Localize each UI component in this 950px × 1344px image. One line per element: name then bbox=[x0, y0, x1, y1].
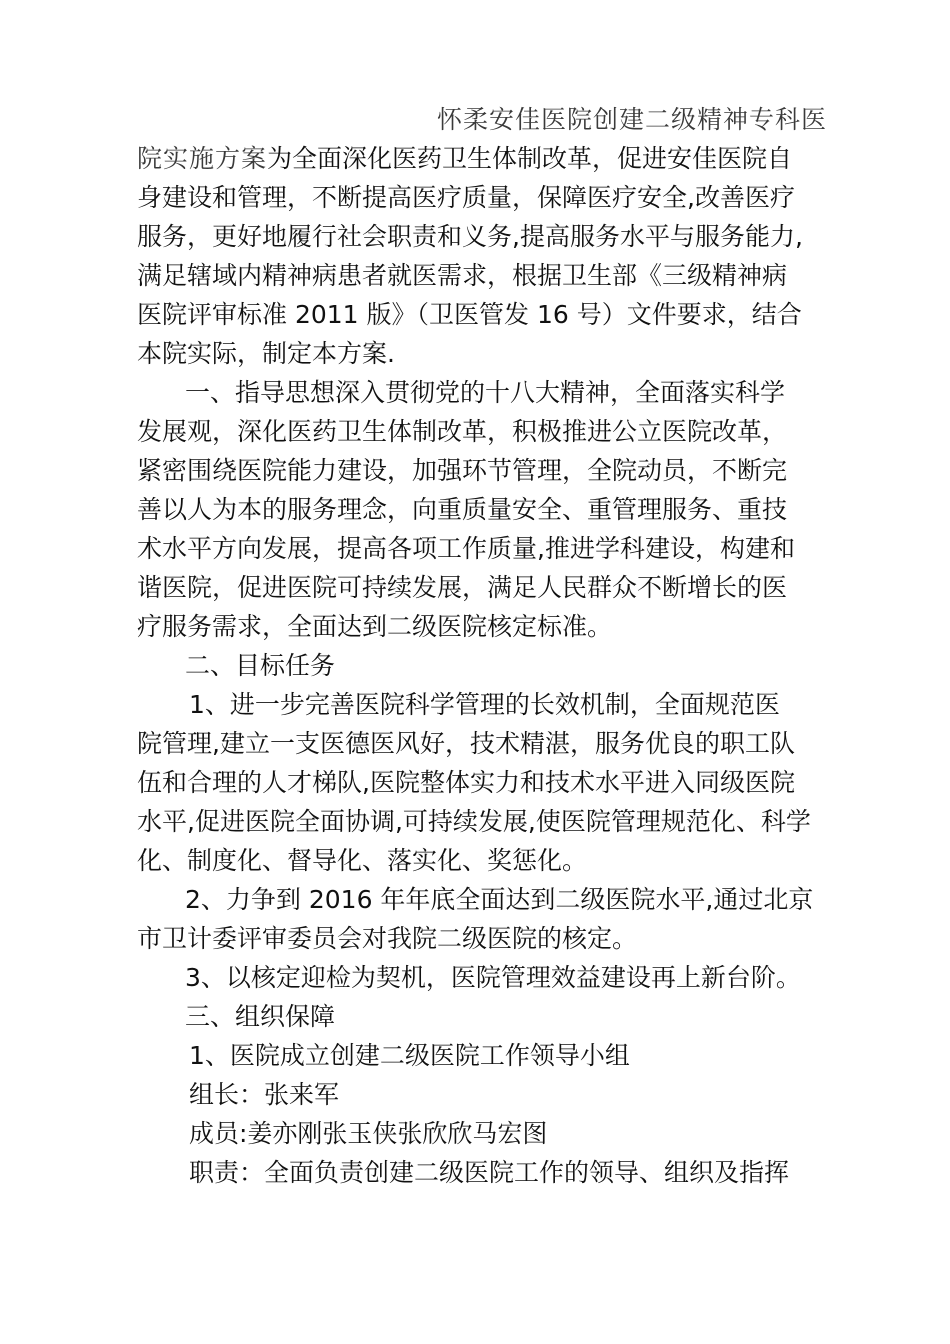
text-line: 院管理,建立一支医德医风好，技术精湛，服务优良的职工队 bbox=[137, 729, 795, 758]
document-title-part2: 院实施方案 bbox=[137, 144, 268, 173]
text-line: 疗服务需求，全面达到二级医院核定标准。 bbox=[137, 612, 613, 641]
text-line: 水平,促进医院全面协调,可持续发展,使医院管理规范化、科学 bbox=[137, 807, 811, 836]
item-3-line: 3、以核定迎检为契机，医院管理效益建设再上新台阶。 bbox=[185, 963, 801, 992]
text-line: 发展观，深化医药卫生体制改革，积极推进公立医院改革， bbox=[137, 417, 788, 446]
intro-text: 为全面深化医药卫生体制改革，促进安佳医院自 bbox=[267, 144, 793, 173]
members-line: 成员:姜亦刚张玉侠张欣欣马宏图 bbox=[189, 1119, 548, 1148]
intro-first-line bbox=[137, 139, 827, 178]
text-line: 善以人为本的服务理念，向重质量安全、重管理服务、重技 bbox=[137, 495, 788, 524]
text-line: 服务，更好地履行社会职责和义务,提高服务水平与服务能力, bbox=[137, 222, 803, 251]
section-1-heading-line: 一、指导思想深入贯彻党的十八大精神，全面落实科学 bbox=[185, 378, 786, 407]
document-body bbox=[137, 100, 827, 1192]
text-line: 伍和合理的人才梯队,医院整体实力和技术水平进入同级医院 bbox=[137, 768, 795, 797]
text-line: 化、制度化、督导化、落实化、奖惩化。 bbox=[137, 846, 588, 875]
text-line: 身建设和管理，不断提高医疗质量，保障医疗安全,改善医疗 bbox=[137, 183, 795, 212]
leader-line: 组长：张来军 bbox=[189, 1080, 340, 1109]
text-line: 医院评审标准 2011 版》（卫医管发 16 号）文件要求，结合 bbox=[137, 300, 802, 329]
section-3-heading: 三、组织保障 bbox=[185, 1002, 336, 1031]
item-2-line: 2、力争到 2016 年年底全面达到二级医院水平,通过北京 bbox=[185, 885, 814, 914]
org-item-1-line: 1、医院成立创建二级医院工作领导小组 bbox=[189, 1041, 630, 1070]
duties-line: 职责：全面负责创建二级医院工作的领导、组织及指挥 bbox=[189, 1158, 790, 1187]
text-line: 满足辖域内精神病患者就医需求，根据卫生部《三级精神病 bbox=[137, 261, 788, 290]
item-1-line: 1、进一步完善医院科学管理的长效机制，全面规范医 bbox=[189, 690, 780, 719]
text-line: 本院实际，制定本方案. bbox=[137, 339, 395, 368]
text-line: 谐医院，促进医院可持续发展，满足人民群众不断增长的医 bbox=[137, 573, 788, 602]
text-line: 术水平方向发展，提高各项工作质量,推进学科建设，构建和 bbox=[137, 534, 795, 563]
text-line: 市卫计委评审委员会对我院二级医院的核定。 bbox=[137, 924, 638, 953]
section-2-heading: 二、目标任务 bbox=[185, 651, 336, 680]
document-title-line bbox=[137, 100, 827, 139]
document-title-part1: 怀柔安佳医院创建二级精神专科医 bbox=[436, 105, 827, 134]
text-line: 紧密围绕医院能力建设，加强环节管理，全院动员，不断完 bbox=[137, 456, 788, 485]
